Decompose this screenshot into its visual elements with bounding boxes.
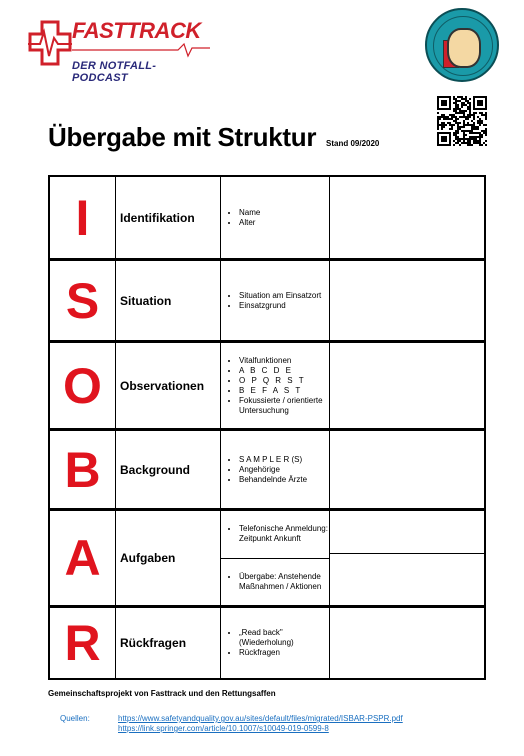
list-item: • Name	[239, 208, 329, 218]
row-letter: I	[50, 177, 116, 258]
notes-cell[interactable]	[330, 431, 484, 508]
version-stamp: Stand 09/2020	[326, 139, 380, 148]
row-items	[221, 343, 330, 428]
source-link[interactable]: https://link.springer.com/article/10.1007/s10049-019-0599-8	[118, 724, 329, 733]
list-item: • Behandelnde Ärzte	[239, 475, 329, 485]
list-item: • O P Q R S T	[239, 376, 329, 386]
notes-divider	[330, 553, 484, 554]
isbar-row-r	[50, 605, 484, 678]
notes-cell[interactable]	[330, 511, 484, 605]
isbar-row-i	[50, 177, 484, 258]
isbar-table	[48, 175, 486, 680]
notes-cell[interactable]	[330, 261, 484, 340]
list-item: • B E F A S T	[239, 386, 329, 396]
sub-cell	[221, 511, 329, 558]
notes-cell[interactable]	[330, 608, 484, 678]
row-label: Identifikation	[116, 177, 221, 258]
list-item: • Einsatzgrund	[239, 301, 329, 311]
notes-cell[interactable]	[330, 177, 484, 258]
row-letter: R	[50, 608, 116, 678]
isbar-row-o	[50, 340, 484, 428]
fasttrack-logo	[28, 18, 210, 84]
isbar-row-s	[50, 258, 484, 340]
page-title: Übergabe mit Struktur	[48, 122, 317, 152]
list-item: • S A M P L E R (S)	[239, 455, 329, 465]
row-items	[221, 177, 330, 258]
list-item: • „Read back" (Wiederholung)	[239, 628, 329, 648]
list-item: • Fokussierte / orientierte Untersuchung	[239, 396, 329, 416]
row-items	[221, 431, 330, 508]
sources-label: Quellen:	[60, 714, 90, 723]
row-letter: O	[50, 343, 116, 428]
monkey-face-icon	[447, 28, 481, 68]
source-link[interactable]: https://www.safetyandquality.gov.au/sites/default/files/migrated/ISBAR-PSPR.pdf	[118, 714, 403, 723]
list-item: • Übergabe: Anstehende Maßnahmen / Aktionen	[239, 572, 329, 592]
list-item: • A B C D E	[239, 366, 329, 376]
row-label: Situation	[116, 261, 221, 340]
rettungsaffen-badge	[425, 8, 499, 82]
row-label: Aufgaben	[116, 511, 221, 605]
row-label: Background	[116, 431, 221, 508]
list-item: • Vitalfunktionen	[239, 356, 329, 366]
project-credit: Gemeinschaftsprojekt von Fasttrack und den Rettungsaffen	[48, 689, 276, 698]
row-items	[221, 261, 330, 340]
row-items	[221, 511, 330, 605]
qr-code-icon[interactable]	[437, 96, 487, 146]
row-letter: S	[50, 261, 116, 340]
list-item: • Rückfragen	[239, 648, 329, 658]
row-label: Rückfragen	[116, 608, 221, 678]
list-item: • Telefonische Anmeldung: Zeitpunkt Ankunft	[239, 524, 329, 544]
row-label: Observationen	[116, 343, 221, 428]
row-letter: B	[50, 431, 116, 508]
sub-cell	[221, 558, 329, 606]
list-item: • Alter	[239, 218, 329, 228]
brand-subtitle: DER NOTFALL-PODCAST	[72, 60, 157, 84]
isbar-row-b	[50, 428, 484, 508]
list-item: • Situation am Einsatzort	[239, 291, 329, 301]
isbar-row-a	[50, 508, 484, 605]
list-item: • Angehörige	[239, 465, 329, 475]
brand-name: FASTTRACK	[72, 18, 201, 43]
notes-cell[interactable]	[330, 343, 484, 428]
row-items	[221, 608, 330, 678]
row-letter: A	[50, 511, 116, 605]
